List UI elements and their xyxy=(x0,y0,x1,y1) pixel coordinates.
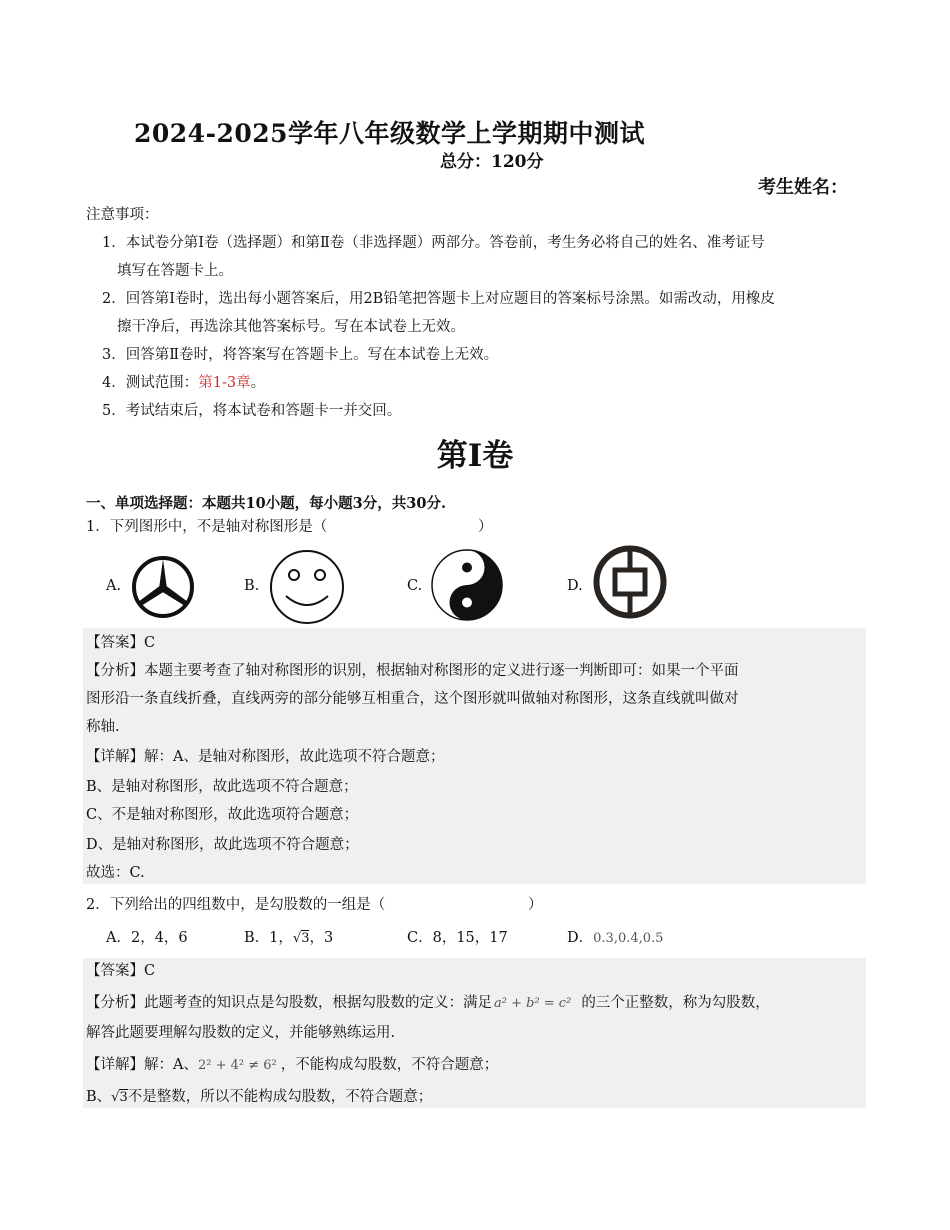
q1-option-c-label: C. xyxy=(407,578,423,594)
smiley-face-icon xyxy=(268,548,346,626)
notice-item-3: 3．回答第Ⅱ卷时，将答案写在答题卡上。写在本试卷上无效。 xyxy=(102,347,499,363)
q1-detail-line2: B、是轴对称图形，故此选项不符合题意； xyxy=(86,779,358,795)
q2-option-b-radicand: 3 xyxy=(301,931,310,946)
q2-stem: 2．下列给出的四组数中，是勾股数的一组是（ xyxy=(86,897,386,913)
q2-answer: 【答案】C xyxy=(86,963,156,979)
notice-item-4-suffix: 。 xyxy=(250,375,266,391)
q2-detail-line1 xyxy=(86,1058,498,1073)
q1-detail-line1: 【详解】解：A、是轴对称图形，故此选项不符合题意； xyxy=(86,749,445,765)
yin-yang-icon xyxy=(430,548,504,622)
notice-item-5: 5．考试结束后，将本试卷和答题卡一并交回。 xyxy=(102,403,402,419)
q1-stem-close: ） xyxy=(478,519,493,535)
test-range-highlight: 第1-3章 xyxy=(198,375,251,391)
notice-heading: 注意事项： xyxy=(86,207,159,223)
sqrt-icon: √ xyxy=(111,1090,120,1105)
q2-option-d-label: D． xyxy=(567,930,594,946)
q2-detail-b-radicand: 3 xyxy=(119,1090,128,1105)
q2-detail-suffix: ，不能构成勾股数，不符合题意； xyxy=(280,1057,499,1073)
pythagorean-formula: a² + b² = c² xyxy=(494,996,572,1011)
q1-option-a-label: A. xyxy=(106,578,122,594)
q2-detail-b-prefix: B、 xyxy=(86,1089,112,1105)
q2-detail-b-suffix: 不是整数，所以不能构成勾股数，不符合题意； xyxy=(127,1089,433,1105)
section-title: 一、单项选择题：本题共10小题，每小题3分，共30分. xyxy=(86,495,446,512)
q2-option-b xyxy=(244,931,333,946)
q1-analysis-line1: 【分析】本题主要考查了轴对称图形的识别，根据轴对称图形的定义进行逐一判断即可：如果一个平面 xyxy=(86,663,739,679)
q1-stem: 1．下列图形中，不是轴对称图形是（ xyxy=(86,519,328,535)
q1-detail-line3: C、不是轴对称图形，故此选项符合题意； xyxy=(86,807,359,823)
q1-detail-line5: 故选：C. xyxy=(86,865,145,881)
volume-title: 第Ⅰ卷 xyxy=(436,438,514,474)
q2-option-b-prefix: B．1， xyxy=(244,930,293,946)
q2-analysis-line1 xyxy=(86,996,770,1011)
total-score: 总分：120分 xyxy=(440,152,544,172)
q2-option-c: C．8，15，17 xyxy=(407,930,508,946)
q2-option-d-value: 0.3,0.4,0.5 xyxy=(593,931,664,946)
q1-answer: 【答案】C xyxy=(86,635,156,651)
notice-item-4 xyxy=(102,376,265,391)
candidate-name-label: 考生姓名： xyxy=(758,177,848,198)
q2-detail-formula: 2² + 4² ≠ 6² xyxy=(197,1058,277,1073)
q2-analysis-suffix: 的三个正整数，称为勾股数， xyxy=(581,995,770,1011)
q2-option-d xyxy=(567,931,663,946)
q2-option-b-suffix: ，3 xyxy=(309,930,334,946)
q1-detail-line4: D、是轴对称图形，故此选项不符合题意； xyxy=(86,837,359,853)
q1-analysis-line2: 图形沿一条直线折叠，直线两旁的部分能够互相重合，这个图形就叫做轴对称图形，这条直线就叫做对 xyxy=(86,691,739,707)
q2-analysis-prefix: 【分析】此题考查的知识点是勾股数，根据勾股数的定义：满足 xyxy=(86,995,492,1011)
notice-item-2-line1: 2．回答第Ⅰ卷时，选出每小题答案后，用2B铅笔把答题卡上对应题目的答案标号涂黑。如需改动，用橡皮 xyxy=(102,291,775,307)
q1-analysis-line3: 称轴. xyxy=(86,719,120,735)
notice-item-1-line1: 1．本试卷分第Ⅰ卷（选择题）和第Ⅱ卷（非选择题）两部分。答卷前，考生务必将自己的姓名、准考证号 xyxy=(102,235,765,251)
q2-detail-line2 xyxy=(86,1090,432,1105)
ancient-coin-icon xyxy=(592,544,668,620)
mercedes-logo-icon xyxy=(128,552,198,622)
q1-option-d-label: D. xyxy=(567,578,583,594)
notice-item-1-line2: 填写在答题卡上。 xyxy=(117,263,233,279)
q2-option-a: A．2，4，6 xyxy=(106,930,188,946)
exam-title: 2024-2025学年八年级数学上学期期中测试 xyxy=(134,119,646,148)
q2-detail-prefix: 【详解】解：A、 xyxy=(86,1057,198,1073)
notice-item-2-line2: 擦干净后，再选涂其他答案标号。写在本试卷上无效。 xyxy=(117,319,465,335)
q2-analysis-line2: 解答此题要理解勾股数的定义，并能够熟练运用. xyxy=(86,1025,396,1041)
notice-item-4-prefix: 4．测试范围： xyxy=(102,375,199,391)
q2-stem-close: ） xyxy=(528,897,543,913)
q1-option-b-label: B. xyxy=(244,578,260,594)
sqrt-icon: √ xyxy=(292,931,302,946)
